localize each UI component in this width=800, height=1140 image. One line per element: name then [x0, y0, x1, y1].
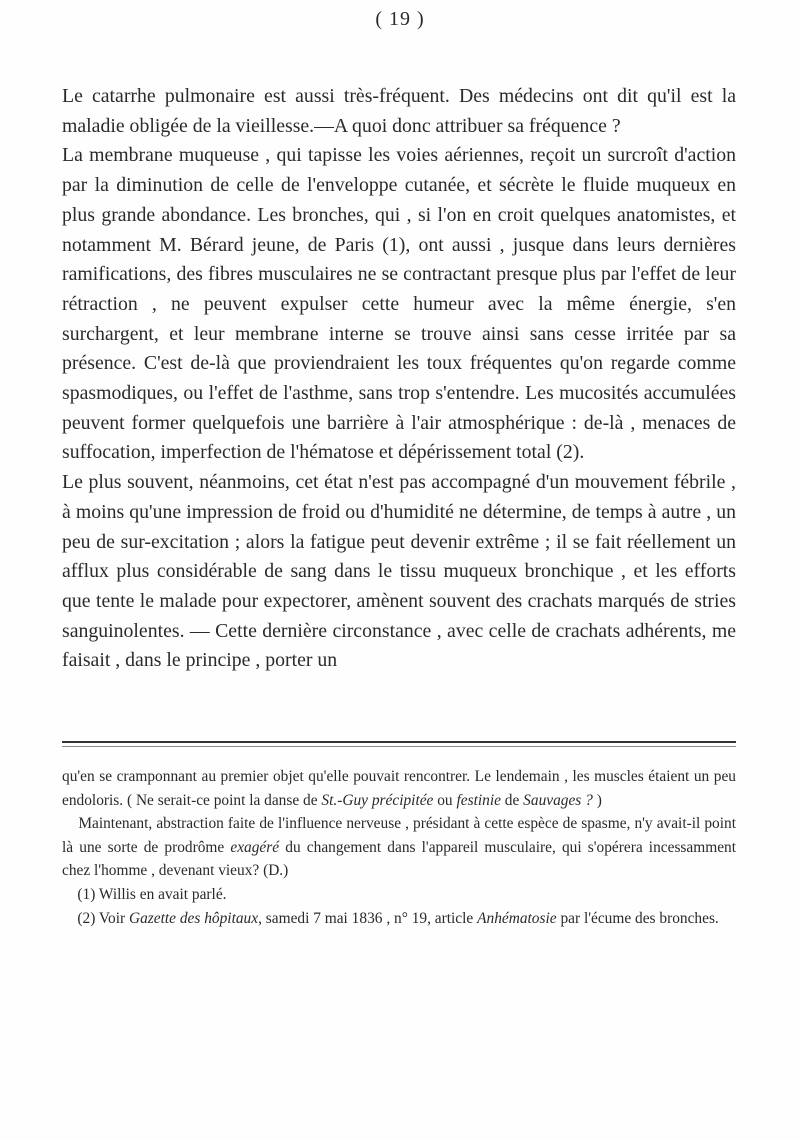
footnote-text: de	[500, 791, 524, 809]
footnote-paragraph	[62, 812, 736, 883]
footnote-text: par l'écume des bronches.	[556, 909, 719, 927]
footnote-text: du changement dans l'appareil musculaire, qui s'opérera incessamment chez l'homme , devenant vieux? (D.)	[62, 838, 736, 880]
paragraph: La membrane muqueuse , qui tapisse les voies aériennes, reçoit un surcroît d'action par la diminution de celle de l'enveloppe cutanée, et sécrète le fluide muqueux en plus grande abondance. Les bronches, qui , si l'on en croit quelques anatomistes, et notamment M. Bérard jeune, de Paris (1), ont aussi , jusque dans leurs dernières ramifications, des fibres musculaires ne se contractant presque plus par l'effet de leur rétraction , ne peuvent expulser cette humeur avec la même énergie, s'en surchargent, et leur membrane interne se trouve ainsi sans cesse irritée par sa présence. C'est de-là que proviendraient les toux fréquentes qu'on regarde comme spasmodiques, ou l'effet de l'asthme, sans trop s'entendre. Les mucosités accumulées peuvent former quelquefois une barrière à l'air atmosphérique : de-là , menaces de suffocation, imperfection de l'hématose et dépérissement total (2).	[62, 144, 736, 464]
footnote-italic-text: festinie	[456, 791, 501, 809]
footnote-text: ou	[433, 791, 457, 809]
page-number: ( 19 )	[375, 8, 425, 30]
footnote-1	[62, 883, 736, 907]
footnote-italic-text: Anhématosie	[477, 909, 557, 927]
footnote-divider	[62, 741, 736, 743]
paragraph: Le plus souvent, néanmoins, cet état n'est pas accompagné d'un mouvement fébrile , à moins qu'une impression de froid ou d'humidité ne détermine, de temps à autre , un peu de sur-excitation ; alors la fatigue peut devenir extrême ; il se fait réellement un afflux plus considérable de sang dans le tissu muqueux bronchique , et les efforts que tente le malade pour expectorer, amènent souvent des crachats marqués de stries sanguinolentes. — Cette dernière circonstance , avec celle de crachats adhérents, me faisait , dans le principe , porter un	[62, 471, 736, 672]
main-text	[62, 82, 736, 676]
footnote-italic-text: St.-Guy précipitée	[321, 791, 434, 809]
footnote-divider-thin	[62, 746, 736, 747]
footnote-2	[62, 907, 736, 931]
footnote-italic-text: Gazette des hôpitaux	[128, 909, 259, 927]
footnote-text: qu'en se cramponnant au premier objet qu'elle pouvait rencontrer. Le lendemain , les muscles étaient un peu endoloris. ( Ne serait-ce point la danse de	[62, 768, 736, 809]
paragraph: Le catarrhe pulmonaire est aussi très-fréquent. Des médecins ont dit qu'il est la maladie obligée de la vieillesse.—A quoi donc attribuer sa fréquence ?	[62, 85, 736, 137]
footnote-text: (1) Willis en avait parlé.	[77, 885, 227, 903]
footnotes	[62, 765, 736, 930]
footnote-text: , samedi 7 mai 1836 , n° 19, article	[258, 909, 478, 927]
footnote-text: )	[592, 791, 602, 809]
footnote-text: Maintenant, abstraction faite de l'influence nerveuse , présidant à cette espèce de spasme, n'y avait-il point là une sorte de prodrôme	[62, 815, 737, 856]
footnote-continuation	[62, 765, 736, 812]
footnote-text: (2) Voir	[77, 909, 129, 927]
footnote-italic-text: exagéré	[230, 838, 280, 856]
footnote-italic-text: Sauvages ?	[523, 791, 593, 809]
